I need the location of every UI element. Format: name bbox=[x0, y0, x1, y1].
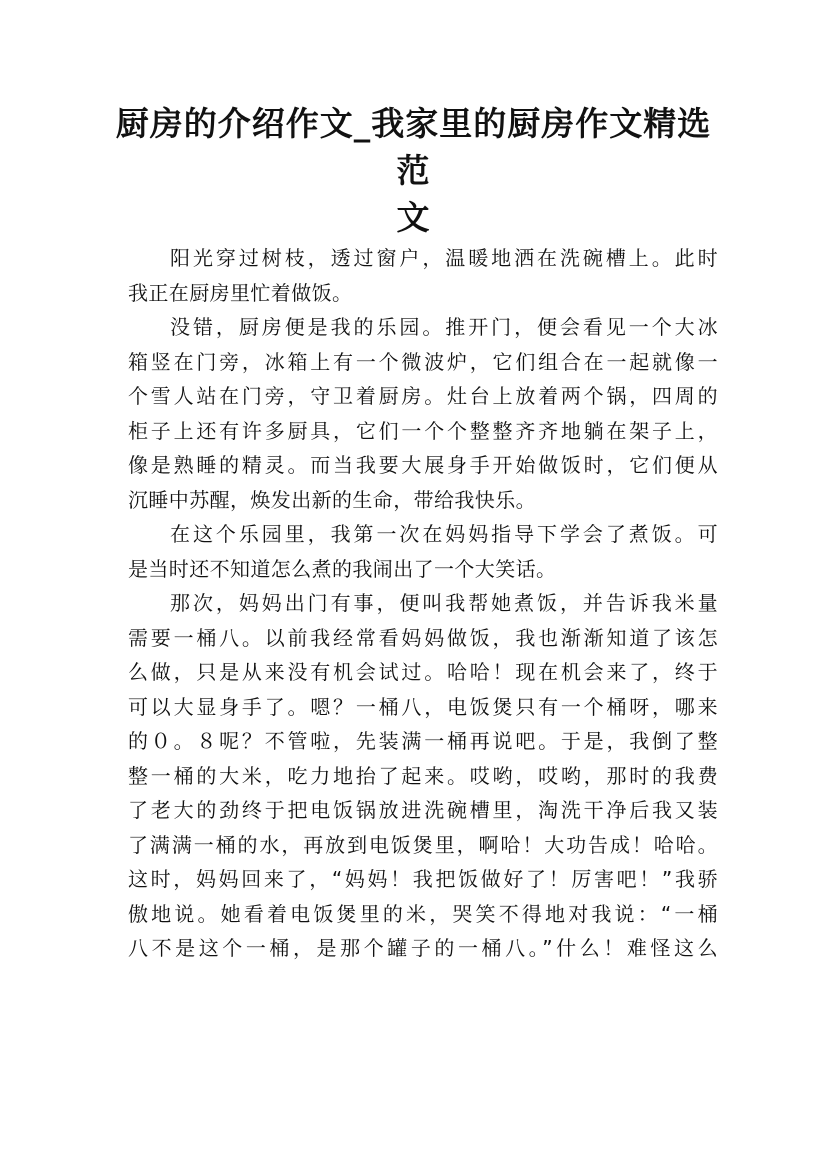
text-line: 像是熟睡的精灵。而当我要大展身手开始做饭时，它们便从 bbox=[128, 453, 718, 477]
text-line: 傲地说。她看着电饭煲里的米，哭笑不得地对我说：“一桶 bbox=[128, 901, 718, 926]
document-body bbox=[128, 241, 718, 966]
text-line: 整一桶的大米，吃力地抬了起来。哎哟，哎哟，那时的我费 bbox=[128, 763, 718, 788]
paragraph bbox=[128, 310, 718, 517]
text-line: 了满满一桶的水，再放到电饭煲里，啊哈！大功告成！哈哈。 bbox=[128, 832, 718, 857]
text-line: 了老大的劲终于把电饭锅放进洗碗槽里，淘洗干净后我又装 bbox=[128, 798, 718, 822]
title-line: 厨房的介绍作文_我家里的厨房作文精选范 bbox=[115, 104, 712, 190]
text-line: 是当时还不知道怎么煮的我闹出了一个大笑话。 bbox=[128, 556, 557, 581]
text-line: 可以大显身手了。嗯？一桶八，电饭煲只有一个桶呀，哪来 bbox=[128, 694, 718, 719]
paragraph bbox=[128, 517, 718, 586]
title-line: 文 bbox=[396, 198, 431, 237]
text-line: 阳光穿过树枝，透过窗户，温暖地洒在洗碗槽上。此时 bbox=[170, 246, 718, 270]
text-line: 我正在厨房里忙着做饭。 bbox=[128, 280, 353, 305]
text-line: 柜子上还有许多厨具，它们一个个整整齐齐地躺在架子上， bbox=[128, 418, 718, 443]
text-line: 的０。８呢？不管啦，先装满一桶再说吧。于是，我倒了整 bbox=[128, 729, 718, 753]
text-line: 那次，妈妈出门有事，便叫我帮她煮饭，并告诉我米量 bbox=[170, 591, 718, 615]
text-line: 箱竖在门旁，冰箱上有一个微波炉，它们组合在一起就像一 bbox=[128, 349, 718, 374]
document-title bbox=[110, 100, 717, 241]
text-line: 需要一桶八。以前我经常看妈妈做饭，我也渐渐知道了该怎 bbox=[128, 625, 718, 650]
text-line: 沉睡中苏醒，焕发出新的生命，带给我快乐。 bbox=[128, 487, 536, 512]
text-line: 没错，厨房便是我的乐园。推开门，便会看见一个大冰 bbox=[170, 315, 718, 339]
text-line: 么做，只是从来没有机会试过。哈哈！现在机会来了，终于 bbox=[128, 660, 718, 684]
paragraph bbox=[128, 586, 718, 966]
text-line: 八不是这个一桶，是那个罐子的一桶八。”什么！难怪这么 bbox=[128, 936, 718, 960]
text-line: 这时，妈妈回来了，“妈妈！我把饭做好了！厉害吧！”我骄 bbox=[128, 867, 718, 891]
paragraph bbox=[128, 241, 718, 310]
text-line: 个雪人站在门旁，守卫着厨房。灶台上放着两个锅，四周的 bbox=[128, 384, 718, 408]
text-line: 在这个乐园里，我第一次在妈妈指导下学会了煮饭。可 bbox=[170, 522, 718, 546]
